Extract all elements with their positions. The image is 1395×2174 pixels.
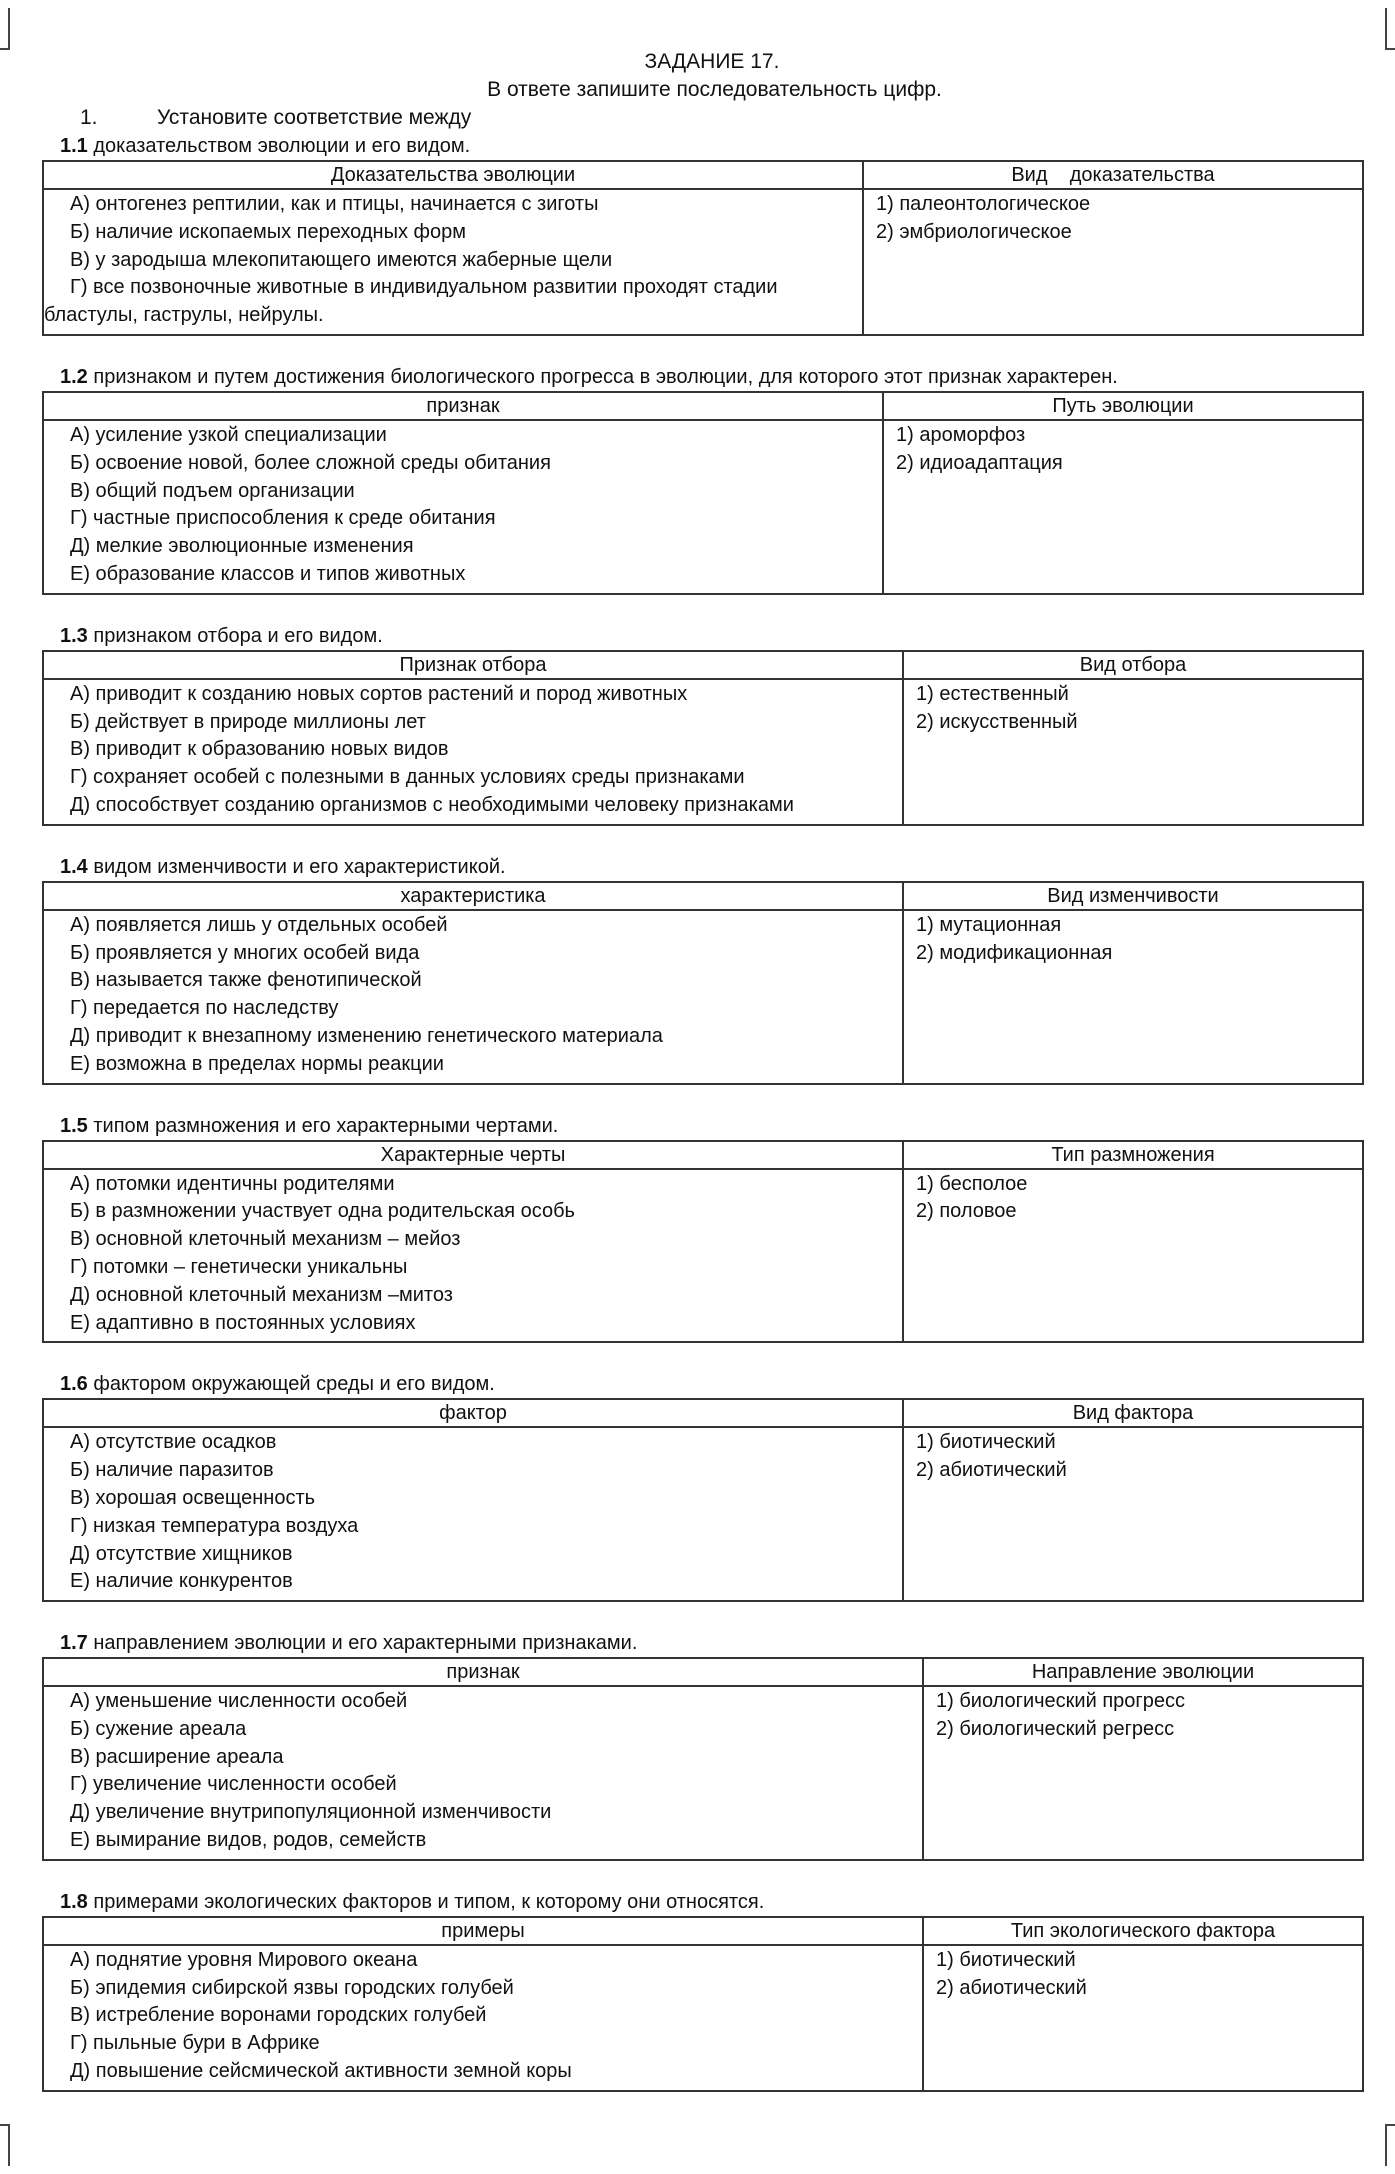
section-heading-text: признаком отбора и его видом. bbox=[93, 624, 383, 647]
column-header-left: Признак отбора bbox=[43, 651, 903, 679]
options-cell bbox=[923, 1686, 1363, 1860]
section-number: 1.4 bbox=[60, 855, 88, 878]
section-number: 1.7 bbox=[60, 1632, 88, 1655]
column-header-left: признак bbox=[43, 1658, 923, 1686]
list-item: Б) сужение ареала bbox=[70, 1717, 247, 1740]
list-item: Е) вымирание видов, родов, семейств bbox=[70, 1829, 427, 1852]
section-heading bbox=[42, 622, 1362, 650]
list-item: Б) освоение новой, более сложной среды обитания bbox=[70, 451, 551, 474]
items-cell bbox=[43, 679, 903, 825]
list-item: А) потомки идентичны родителями bbox=[70, 1172, 395, 1195]
section-1-4 bbox=[42, 853, 1362, 1085]
answer-option: 1) естественный bbox=[916, 682, 1069, 705]
crop-mark-top-right bbox=[1385, 8, 1395, 50]
items-cell bbox=[43, 1686, 923, 1860]
answer-option: 1) палеонтологическое bbox=[876, 193, 1091, 215]
list-item: Б) в размножении участвует одна родительская особь bbox=[70, 1200, 575, 1223]
items-cell bbox=[43, 1427, 903, 1601]
section-1-1 bbox=[42, 132, 1362, 336]
answer-option: 2) модификационная bbox=[916, 941, 1113, 964]
section-1-2 bbox=[42, 363, 1362, 595]
list-item: В) хорошая освещенность bbox=[70, 1486, 316, 1509]
column-header-left: характеристика bbox=[43, 882, 903, 910]
list-item: Д) основной клеточный механизм –митоз bbox=[70, 1283, 453, 1306]
matching-table bbox=[42, 160, 1364, 336]
options-cell bbox=[883, 420, 1363, 594]
section-number: 1.6 bbox=[60, 1373, 88, 1396]
crop-mark-bottom-left bbox=[0, 2124, 10, 2166]
list-item: Г) пыльные бури в Африке bbox=[70, 2032, 320, 2055]
section-heading-text: видом изменчивости и его характеристикой. bbox=[93, 855, 506, 878]
list-item: В) основной клеточный механизм – мейоз bbox=[70, 1228, 461, 1251]
list-item: Д) мелкие эволюционные изменения bbox=[70, 535, 414, 558]
section-heading-text: направлением эволюции и его характерными признаками. bbox=[93, 1632, 638, 1655]
answer-option: 1) мутационная bbox=[916, 913, 1062, 936]
items-cell bbox=[43, 420, 883, 594]
list-item: Е) адаптивно в постоянных условиях bbox=[70, 1311, 416, 1334]
section-1-6 bbox=[42, 1370, 1362, 1602]
list-item: В) общий подъем организации bbox=[70, 479, 355, 502]
list-item: В) называется также фенотипической bbox=[70, 969, 422, 992]
list-item: А) уменьшение численности особей bbox=[70, 1690, 408, 1713]
items-cell bbox=[43, 910, 903, 1084]
task-intro bbox=[42, 104, 1362, 132]
list-item: В) расширение ареала bbox=[70, 1745, 284, 1768]
answer-option: 2) эмбриологическое bbox=[876, 220, 1072, 243]
list-item: Д) способствует созданию организмов с необходимыми человеку признаками bbox=[70, 793, 794, 816]
column-header-right: Вид изменчивости bbox=[903, 882, 1363, 910]
crop-mark-top-left bbox=[0, 8, 10, 50]
list-item: Г) потомки – генетически уникальны bbox=[70, 1255, 408, 1278]
list-item: Д) приводит к внезапному изменению генетического материала bbox=[70, 1024, 663, 1047]
matching-table bbox=[42, 1140, 1364, 1344]
section-heading-text: признаком и путем достижения биологического прогресса в эволюции, для которого этот признак характерен. bbox=[93, 365, 1118, 388]
list-item: Е) образование классов и типов животных bbox=[70, 562, 466, 585]
answer-option: 2) половое bbox=[916, 1200, 1017, 1223]
list-item: А) приводит к созданию новых сортов растений и пород животных bbox=[70, 682, 688, 705]
list-item: Б) наличие паразитов bbox=[70, 1459, 274, 1482]
section-heading bbox=[42, 1112, 1362, 1140]
list-item: Е) возможна в пределах нормы реакции bbox=[70, 1052, 444, 1075]
crop-mark-bottom-right bbox=[1385, 2124, 1395, 2166]
list-item: Г) все позвоночные животные в индивидуальном развитии проходят стадии бластулы, гаструлы, нейрулы. bbox=[44, 276, 778, 327]
column-header-left: Доказательства эволюции bbox=[43, 161, 863, 189]
answer-option: 1) бесполое bbox=[916, 1172, 1028, 1195]
section-number: 1.2 bbox=[60, 365, 88, 388]
list-item: Б) наличие ископаемых переходных форм bbox=[70, 220, 466, 243]
column-header-right: Направление эволюции bbox=[923, 1658, 1363, 1686]
section-1-7 bbox=[42, 1629, 1362, 1861]
list-item: Г) низкая температура воздуха bbox=[70, 1514, 359, 1537]
answer-option: 2) искусственный bbox=[916, 710, 1078, 733]
items-cell bbox=[43, 189, 863, 335]
section-heading bbox=[42, 363, 1362, 391]
options-cell bbox=[923, 1945, 1363, 2091]
column-header-left: примеры bbox=[43, 1917, 923, 1945]
matching-table bbox=[42, 1657, 1364, 1861]
section-heading-text: фактором окружающей среды и его видом. bbox=[93, 1373, 495, 1396]
column-header-right: Тип экологического фактора bbox=[923, 1917, 1363, 1945]
matching-table bbox=[42, 881, 1364, 1085]
list-item: Г) увеличение численности особей bbox=[70, 1773, 397, 1796]
sections-container bbox=[42, 132, 1362, 2092]
section-heading bbox=[42, 1888, 1362, 1916]
list-item: В) приводит к образованию новых видов bbox=[70, 738, 449, 761]
intro-text: Установите соответствие между bbox=[157, 106, 472, 129]
list-item: Г) сохраняет особей с полезными в данных условиях среды признаками bbox=[70, 766, 745, 789]
section-number: 1.8 bbox=[60, 1890, 88, 1913]
matching-table bbox=[42, 391, 1364, 595]
section-1-3 bbox=[42, 622, 1362, 826]
section-number: 1.5 bbox=[60, 1114, 88, 1137]
document-page bbox=[42, 48, 1362, 2119]
answer-option: 1) биологический прогресс bbox=[936, 1690, 1185, 1713]
column-header-right: Тип размножения bbox=[903, 1141, 1363, 1169]
section-heading bbox=[42, 1370, 1362, 1398]
answer-option: 2) идиоадаптация bbox=[896, 451, 1063, 474]
options-cell bbox=[903, 679, 1363, 825]
section-heading bbox=[42, 1629, 1362, 1657]
column-header-left: фактор bbox=[43, 1399, 903, 1427]
matching-table bbox=[42, 650, 1364, 826]
section-number: 1.3 bbox=[60, 624, 88, 647]
section-1-8 bbox=[42, 1888, 1362, 2092]
answer-option: 2) абиотический bbox=[936, 1976, 1087, 1999]
section-number: 1.1 bbox=[60, 135, 88, 157]
list-item: А) поднятие уровня Мирового океана bbox=[70, 1948, 418, 1971]
matching-table bbox=[42, 1398, 1364, 1602]
matching-table bbox=[42, 1916, 1364, 2092]
intro-number: 1. bbox=[80, 106, 98, 129]
section-heading-text: примерами экологических факторов и типом, к которому они относятся. bbox=[93, 1890, 765, 1913]
options-cell bbox=[903, 910, 1363, 1084]
list-item: Б) проявляется у многих особей вида bbox=[70, 941, 420, 964]
answer-option: 1) ароморфоз bbox=[896, 423, 1026, 446]
list-item: Б) действует в природе миллионы лет bbox=[70, 710, 426, 733]
answer-option: 2) абиотический bbox=[916, 1459, 1067, 1482]
section-1-5 bbox=[42, 1112, 1362, 1344]
list-item: Д) повышение сейсмической активности земной коры bbox=[70, 2060, 572, 2083]
section-heading bbox=[42, 853, 1362, 881]
column-header-left: Характерные черты bbox=[43, 1141, 903, 1169]
section-heading bbox=[42, 132, 1362, 160]
task-title: ЗАДАНИЕ 17. bbox=[644, 50, 780, 73]
section-heading-text: типом размножения и его характерными чертами. bbox=[93, 1114, 559, 1137]
options-cell bbox=[903, 1427, 1363, 1601]
column-header-right: Вид отбора bbox=[903, 651, 1363, 679]
list-item: А) усиление узкой специализации bbox=[70, 423, 387, 446]
items-cell bbox=[43, 1169, 903, 1343]
list-item: А) отсутствие осадков bbox=[70, 1431, 277, 1454]
items-cell bbox=[43, 1945, 923, 2091]
options-cell bbox=[903, 1169, 1363, 1343]
options-cell bbox=[863, 189, 1363, 335]
column-header-right: Вид фактора bbox=[903, 1399, 1363, 1427]
task-subtitle: В ответе запишите последовательность цифр. bbox=[487, 78, 942, 101]
column-header-right: Путь эволюции bbox=[883, 392, 1363, 420]
answer-option: 1) биотический bbox=[916, 1431, 1056, 1454]
list-item: Г) частные приспособления к среде обитания bbox=[70, 507, 496, 530]
list-item: Е) наличие конкурентов bbox=[70, 1570, 293, 1593]
list-item: Г) передается по наследству bbox=[70, 997, 339, 1020]
list-item: А) появляется лишь у отдельных особей bbox=[70, 913, 448, 936]
list-item: А) онтогенез рептилии, как и птицы, начинается с зиготы bbox=[70, 193, 599, 215]
list-item: В) истребление воронами городских голубей bbox=[70, 2004, 487, 2027]
column-header-left: признак bbox=[43, 392, 883, 420]
list-item: В) у зародыша млекопитающего имеются жаберные щели bbox=[70, 248, 613, 271]
list-item: Б) эпидемия сибирской язвы городских голубей bbox=[70, 1976, 514, 1999]
section-heading-text: доказательством эволюции и его видом. bbox=[93, 135, 471, 157]
column-header-right: Вид доказательства bbox=[863, 161, 1363, 189]
list-item: Д) увеличение внутрипопуляционной изменчивости bbox=[70, 1801, 552, 1824]
list-item: Д) отсутствие хищников bbox=[70, 1542, 293, 1565]
answer-option: 2) биологический регресс bbox=[936, 1717, 1175, 1740]
answer-option: 1) биотический bbox=[936, 1948, 1076, 1971]
